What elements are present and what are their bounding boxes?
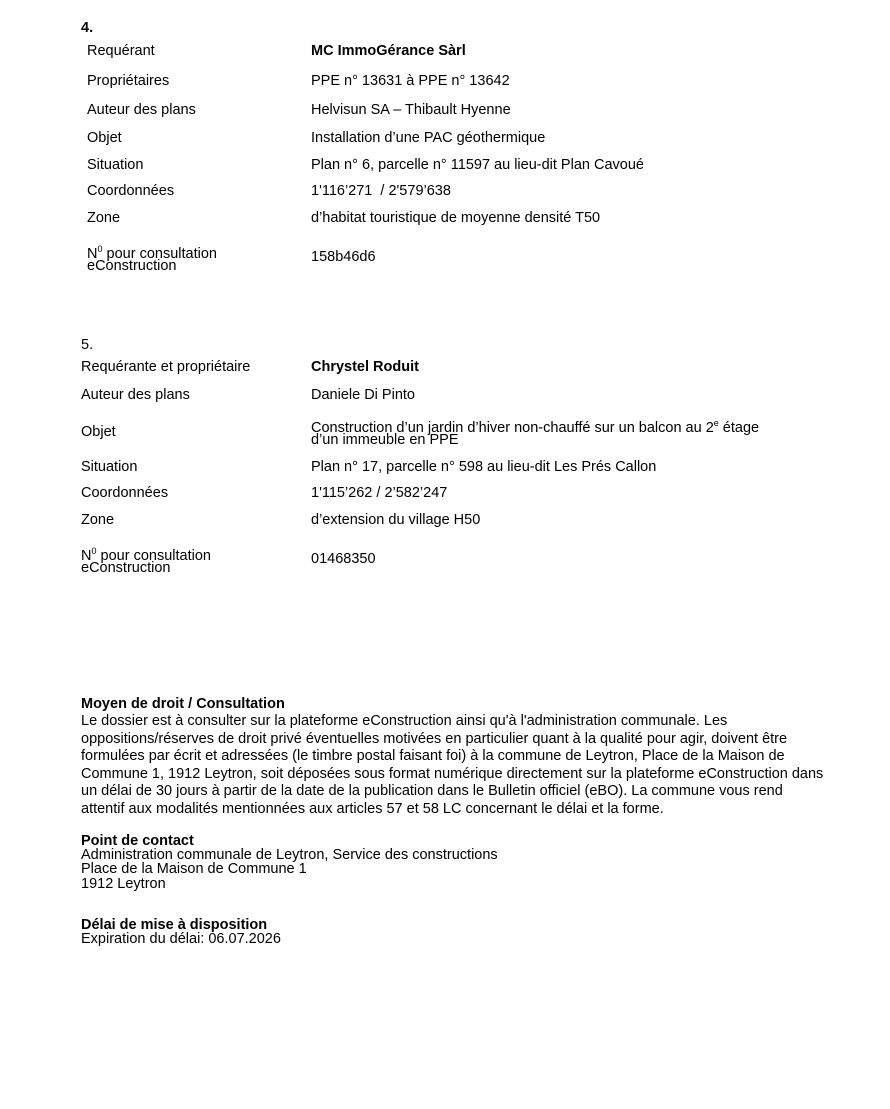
contact-line-3: 1912 Leytron bbox=[81, 876, 166, 892]
requerante-label: Requérante et propriétaire bbox=[81, 359, 251, 375]
requerant-label: Requérant bbox=[87, 43, 155, 59]
label-superscript: 0 bbox=[97, 244, 103, 254]
coordonnees-label: Coordonnées bbox=[81, 485, 169, 501]
econstruction-label-line2: eConstruction bbox=[81, 560, 171, 576]
requerant-value: MC ImmoGérance Sàrl bbox=[311, 43, 466, 59]
situation-label: Situation bbox=[87, 157, 144, 173]
econstruction-value: 01468350 bbox=[311, 551, 376, 567]
label-superscript: 0 bbox=[91, 546, 97, 556]
situation-label: Situation bbox=[81, 459, 138, 475]
auteur-value: Daniele Di Pinto bbox=[311, 387, 415, 403]
situation-value: Plan n° 17, parcelle n° 598 au lieu-dit Les Prés Callon bbox=[311, 459, 657, 475]
auteur-value: Helvisun SA – Thibault Hyenne bbox=[311, 102, 511, 118]
objet-superscript: e bbox=[713, 418, 719, 428]
coordonnees-label: Coordonnées bbox=[87, 183, 175, 199]
moyen-de-droit-body: Le dossier est à consulter sur la plateforme eConstruction ainsi qu'à l'administration communale. Les oppositions/réserves de droit privé éventuelles motivées en particulier quant à la qualité pour agir, doivent être formulées par écrit et adressées (le timbre postal faisant foi) à la commune de Leytron, Place de la Maison de Commune 1, 1912 Leytron, soit déposées sous format numérique directement sur la plateforme eConstruction dans un délai de 30 jours à partir de la date de la publication dans le Bulletin officiel (eBO). La commune vous rend attentif aux modalités mentionnées aux articles 57 et 58 LC concernant le délai et la forme. bbox=[81, 713, 824, 817]
delai-text: Expiration du délai: 06.07.2026 bbox=[81, 931, 281, 947]
objet-label: Objet bbox=[87, 130, 122, 146]
objet-value: Installation d’une PAC géothermique bbox=[311, 130, 546, 146]
moyen-de-droit-heading: Moyen de droit / Consultation bbox=[81, 696, 285, 712]
requerante-value: Chrystel Roduit bbox=[311, 359, 419, 375]
objet-text-b: étage bbox=[718, 419, 760, 436]
objet-text-a: Construction d’un jardin d’hiver non-chauffé sur un balcon au 2 bbox=[311, 419, 714, 436]
situation-value: Plan n° 6, parcelle n° 11597 au lieu-dit Plan Cavoué bbox=[311, 157, 644, 173]
label-line1: pour consultation bbox=[102, 245, 217, 262]
objet-value-line2: d’un immeuble en PPE bbox=[311, 432, 459, 448]
econstruction-value: 158b46d6 bbox=[311, 249, 376, 265]
econstruction-label-line2: eConstruction bbox=[87, 258, 177, 274]
section-number: 5. bbox=[81, 337, 94, 353]
label-prefix: N bbox=[81, 547, 92, 564]
proprietaires-label: Propriétaires bbox=[87, 73, 170, 89]
label-prefix: N bbox=[87, 245, 98, 262]
section-number: 4. bbox=[81, 20, 94, 36]
zone-label: Zone bbox=[87, 210, 121, 226]
contact-line-2: Place de la Maison de Commune 1 bbox=[81, 861, 307, 877]
proprietaires-value: PPE n° 13631 à PPE n° 13642 bbox=[311, 73, 510, 89]
contact-heading: Point de contact bbox=[81, 833, 194, 849]
zone-label: Zone bbox=[81, 512, 115, 528]
label-line1: pour consultation bbox=[96, 547, 211, 564]
contact-line-1: Administration communale de Leytron, Service des constructions bbox=[81, 847, 498, 863]
auteur-label: Auteur des plans bbox=[81, 387, 190, 403]
delai-heading: Délai de mise à disposition bbox=[81, 917, 268, 933]
auteur-label: Auteur des plans bbox=[87, 102, 196, 118]
coordonnees-value: 1'116’271 / 2'579’638 bbox=[311, 183, 451, 199]
objet-label: Objet bbox=[81, 424, 116, 440]
zone-value: d’habitat touristique de moyenne densité T50 bbox=[311, 210, 601, 226]
coordonnees-value: 1'115’262 / 2’582’247 bbox=[311, 485, 448, 501]
zone-value: d’extension du village H50 bbox=[311, 512, 481, 528]
